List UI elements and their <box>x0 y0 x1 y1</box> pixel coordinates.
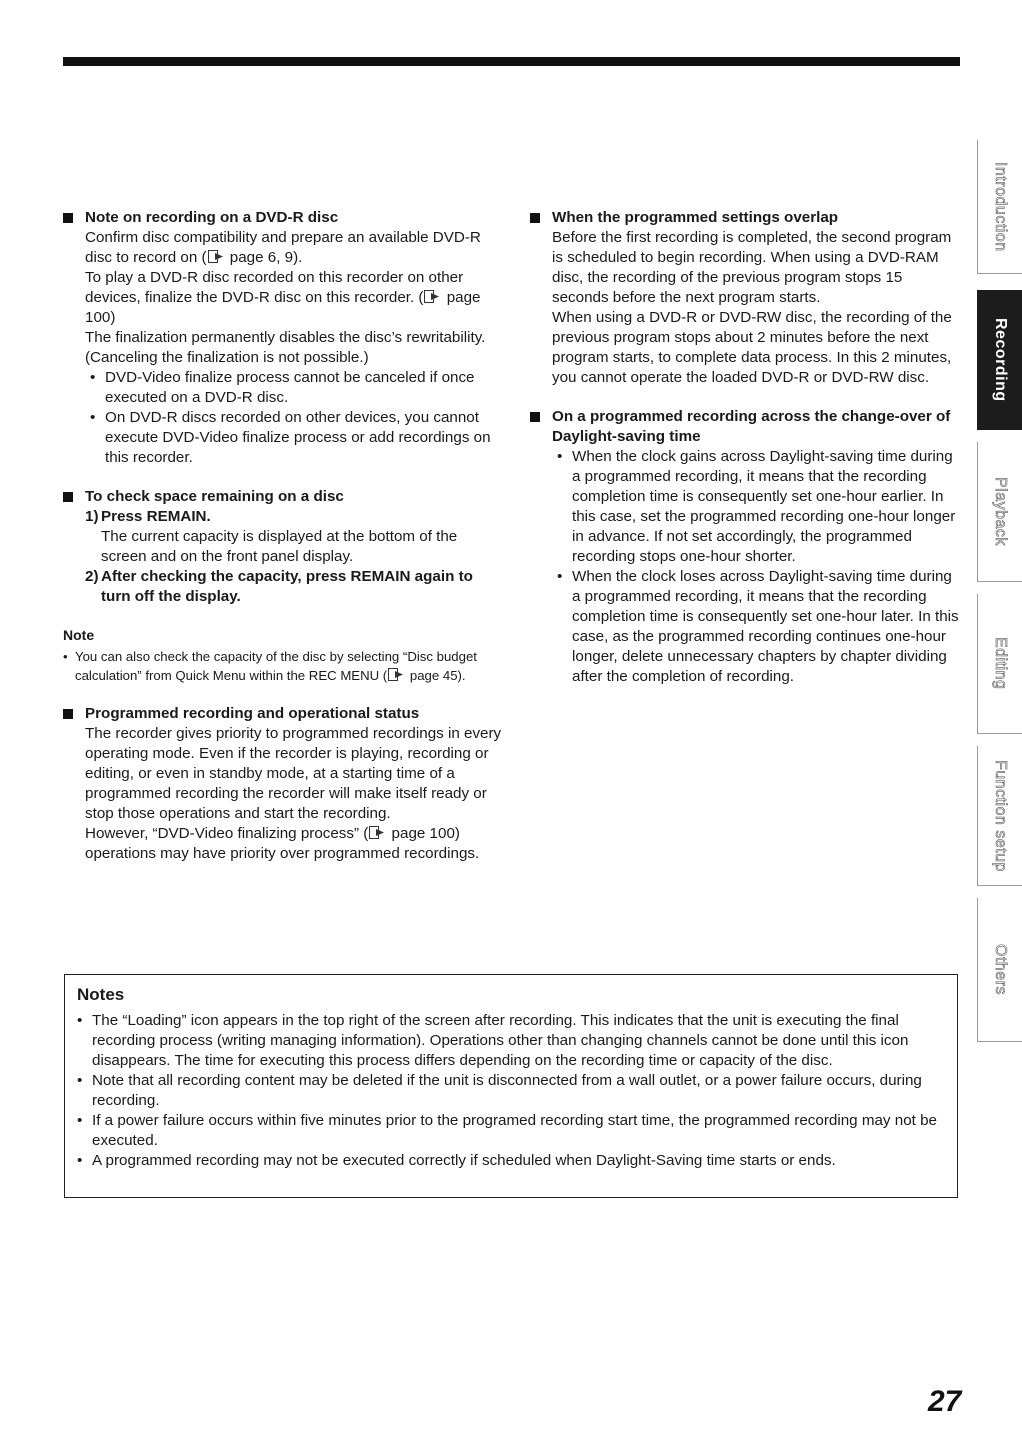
notes-item: • If a power failure occurs within five minutes prior to the programed recording start time, the programmed recording may not be executed. <box>77 1111 943 1151</box>
text: To play a DVD-R disc recorded on this recorder on other devices, finalize the DVD-R disc on this recorder. ( <box>85 269 464 306</box>
paragraph: The recorder gives priority to programmed recordings in every operating mode. Even if the recorder is playing, recording or editing, or even in standby mode, at a starting time of a programmed recording the recorder will make itself ready or stop those operations and start the recording. <box>85 725 502 822</box>
bullet-item: • On DVD-R discs recorded on other devices, you cannot execute DVD-Video finalize process or add recordings on this recorder. <box>85 408 503 468</box>
page-reference-icon <box>424 290 440 303</box>
text: Press REMAIN. <box>101 508 211 525</box>
step-2-title <box>85 567 503 607</box>
bullet-list <box>85 368 503 468</box>
step-number: 2) <box>85 568 99 585</box>
chapter-tabs <box>977 0 1022 1446</box>
tab-editing[interactable] <box>977 594 1022 734</box>
tab-function-setup[interactable] <box>977 746 1022 886</box>
section-daylight-saving <box>530 407 960 687</box>
text: Confirm disc compatibility and prepare an available DVD-R disc to record on ( <box>85 229 481 266</box>
tab-label: Editing <box>992 637 1009 690</box>
text: page 6, 9). <box>225 249 303 266</box>
text: page 100) <box>85 289 481 326</box>
section-dvdr-note <box>63 208 503 468</box>
bullet-item: • When the clock loses across Daylight-saving time during a programmed recording, it means that the recording completion time is consequently set one-hour later. In this case, as the programmed recording continues one-hour longer, delete unnecessary chapters by chapter dividing after the completion of recording. <box>552 567 960 687</box>
section-heading: To check space remaining on a disc <box>85 487 503 507</box>
note-block <box>63 626 503 685</box>
tab-others[interactable] <box>977 898 1022 1042</box>
tab-label: Others <box>992 943 1009 995</box>
top-rule <box>63 57 960 66</box>
paragraph <box>85 228 503 268</box>
text: After checking the capacity, press REMAIN again to turn off the display. <box>101 568 473 605</box>
page-reference-icon <box>388 668 404 681</box>
paragraph: The finalization permanently disables the disc’s rewritability. (Canceling the finalization is not possible.) <box>85 329 486 366</box>
paragraph <box>85 268 503 328</box>
bullet-item: • When the clock gains across Daylight-saving time during a programmed recording, it means that the recording completion time is consequently set one-hour earlier. In this case, set the programmed recording one-hour longer in advance. If not set accordingly, the programmed recording stops one-hour shorter. <box>552 447 960 567</box>
notes-box <box>64 974 958 1198</box>
notes-title: Notes <box>77 985 125 1004</box>
step-number: 1) <box>85 508 99 525</box>
notes-item: • A programmed recording may not be executed correctly if scheduled when Daylight-Saving time starts or ends. <box>77 1151 943 1171</box>
notes-item: • The “Loading” icon appears in the top right of the screen after recording. This indicates that the unit is executing the final recording process (writing managing information). Operations other than changing channels cannot be done until this icon disappears. The time for executing this process differs depending on the recording time or capacity of the disc. <box>77 1011 943 1071</box>
paragraph <box>85 824 503 864</box>
page-number: 27 <box>928 1385 962 1418</box>
tab-label: Recording <box>992 317 1009 402</box>
bullet-list <box>552 447 960 687</box>
text: You can also check the capacity of the disc by selecting “Disc budget calculation” from Quick Menu within the REC MENU ( <box>75 649 477 683</box>
tab-label: Function setup <box>992 759 1009 872</box>
tab-recording[interactable] <box>977 290 1022 430</box>
step-1-body: The current capacity is displayed at the bottom of the screen and on the front panel display. <box>101 528 458 565</box>
tab-playback[interactable] <box>977 442 1022 582</box>
tab-label: Playback <box>992 477 1009 546</box>
section-heading: When the programmed settings overlap <box>552 208 960 228</box>
note-item <box>63 647 503 685</box>
bullet-item: • DVD-Video finalize process cannot be canceled if once executed on a DVD-R disc. <box>85 368 503 408</box>
page-reference-icon <box>208 250 224 263</box>
text: However, “DVD-Video finalizing process” ( <box>85 825 369 842</box>
notes-item: • Note that all recording content may be deleted if the unit is disconnected from a wall outlet, or a power failure occurs, during recording. <box>77 1071 943 1111</box>
right-column <box>530 208 960 706</box>
left-column <box>63 208 503 883</box>
tab-introduction[interactable] <box>977 140 1022 274</box>
section-check-space <box>63 487 503 607</box>
tab-label: Introduction <box>992 161 1009 252</box>
note-title: Note <box>63 627 95 643</box>
section-overlap <box>530 208 960 388</box>
step-1-title <box>85 507 503 527</box>
paragraph: When using a DVD-R or DVD-RW disc, the recording of the previous program stops about 2 minutes before the next program starts, to complete data process. In this 2 minutes, you cannot operate the loaded DVD-R or DVD-RW disc. <box>552 309 952 386</box>
section-heading: On a programmed recording across the change-over of Daylight-saving time <box>552 407 960 447</box>
section-heading: Programmed recording and operational status <box>85 704 503 724</box>
section-programmed-status <box>63 704 503 864</box>
section-heading: Note on recording on a DVD-R disc <box>85 208 503 228</box>
text: page 45). <box>406 668 466 683</box>
page-reference-icon <box>369 826 385 839</box>
paragraph: Before the first recording is completed, the second program is scheduled to begin recording. When using a DVD-RAM disc, the recording of the previous program stops 15 seconds before the next program starts. <box>552 229 952 306</box>
text: page 100) operations may have priority over programmed recordings. <box>85 825 480 862</box>
